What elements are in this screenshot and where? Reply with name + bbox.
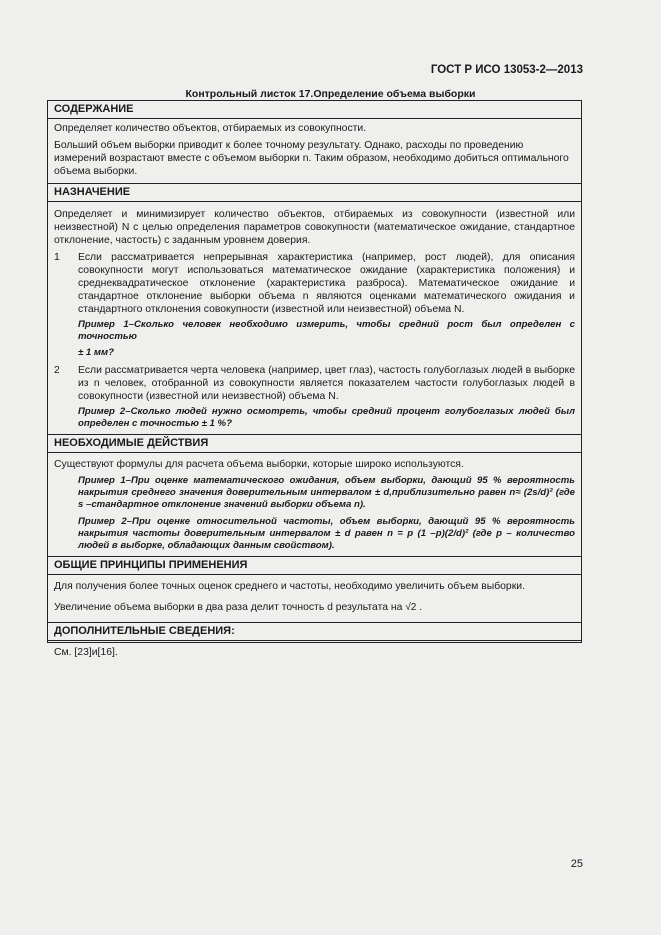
item-text: Если рассматривается непрерывная характеристика (например, рост людей), для описания совокупности могут использоваться математическое ожидание (характеристика положения) и среднеквадратическое отклонение (характеристика разброса). Математическое ожидание и стандартное отклонение выборки объема n являются оценками математического ожидания и стандартного отклонения совокупности (известной или неизвестной) объема N. [78,252,575,315]
purpose-intro: Определяет и минимизирует количество объектов, отбираемых из совокупности (известной или неизвестной) N с целью определения параметров совокупности (математическое ожидание, стандартное отклонение, частость) с заданным уровнем доверия. [54,209,575,246]
section-content [48,101,581,184]
section-actions-title: НЕОБХОДИМЫЕ ДЕЙСТВИЯ [48,435,581,453]
page-number: 25 [570,858,583,870]
principles-paragraph-2-end: . [416,602,423,613]
item-text: Если рассматривается черта человека (например, цвет глаз), частость голубоглазых людей в выборке из n человек, отобранной из совокупности является показателем частости голубоглазых людей в совокупности (известной или неизвестной) объема N. [78,365,575,402]
actions-intro: Существуют формулы для расчета объема выборки, которые широко используются. [54,459,464,470]
section-additional-title: ДОПОЛНИТЕЛЬНЫЕ СВЕДЕНИЯ: [48,623,581,641]
checklist-caption: Контрольный листок 17.Определение объема выборки [185,88,476,100]
item-number: 2 [54,365,60,376]
purpose-example-1: Пример 1–Сколько человек необходимо измерить, чтобы средний рост был определен с точностью [78,319,575,342]
actions-example-2: Пример 2–При оценке относительной частоты, объем выборки, дающий 95 % вероятность накрытия частоты доверительным интервалом ± d равен n = p (1 –p)(2/d)² (где p – количество людей в выборке, обладающих данным свойством). [78,516,575,551]
purpose-item-2 [54,364,575,403]
actions-example-1: Пример 1–При оценке математического ожидания, объем выборки, дающий 95 % вероятность накрытия среднего значения доверительным интервалом ± d,приблизительно равен n≈ (2s/d)² (где s –стандартное отклонение значений выборки объема n). [78,475,575,510]
section-principles-title: ОБЩИЕ ПРИНЦИПЫ ПРИМЕНЕНИЯ [48,557,581,575]
content-paragraph-1: Определяет количество объектов, отбираемых из совокупности. [54,123,367,134]
section-actions [48,435,581,557]
section-content-title: СОДЕРЖАНИЕ [48,101,581,119]
principles-paragraph-1: Для получения более точных оценок среднего и частоты, необходимо увеличить объем выборки. [54,581,525,592]
section-purpose-title: НАЗНАЧЕНИЕ [48,184,581,202]
purpose-example-1-tail: ± 1 мм? [78,347,114,358]
standard-designation: ГОСТ Р ИСО 13053-2—2013 [430,64,583,76]
principles-paragraph-2 [54,601,575,614]
checklist-table [47,100,582,658]
section-purpose [48,184,581,435]
purpose-item-1 [54,251,575,316]
section-additional [48,623,581,667]
additional-reference: См. [23]и[16]. [54,647,118,658]
content-paragraph-2: Больший объем выборки приводит к более точному результату. Однако, расходы по проведению измерений возрастают вместе с объемом выборки n. Таким образом, необходимо добиться оптимального объема выборки. [54,140,569,177]
purpose-example-2: Пример 2–Сколько людей нужно осмотреть, чтобы средний процент голубоглазых людей был определен с точностью ± 1 %? [78,406,575,429]
section-principles [48,557,581,623]
principles-paragraph-2-text: Увеличение объема выборки в два раза делит точность d результата на [54,602,403,613]
item-number: 1 [54,252,60,263]
sqrt-two-formula: √2 [405,602,417,613]
